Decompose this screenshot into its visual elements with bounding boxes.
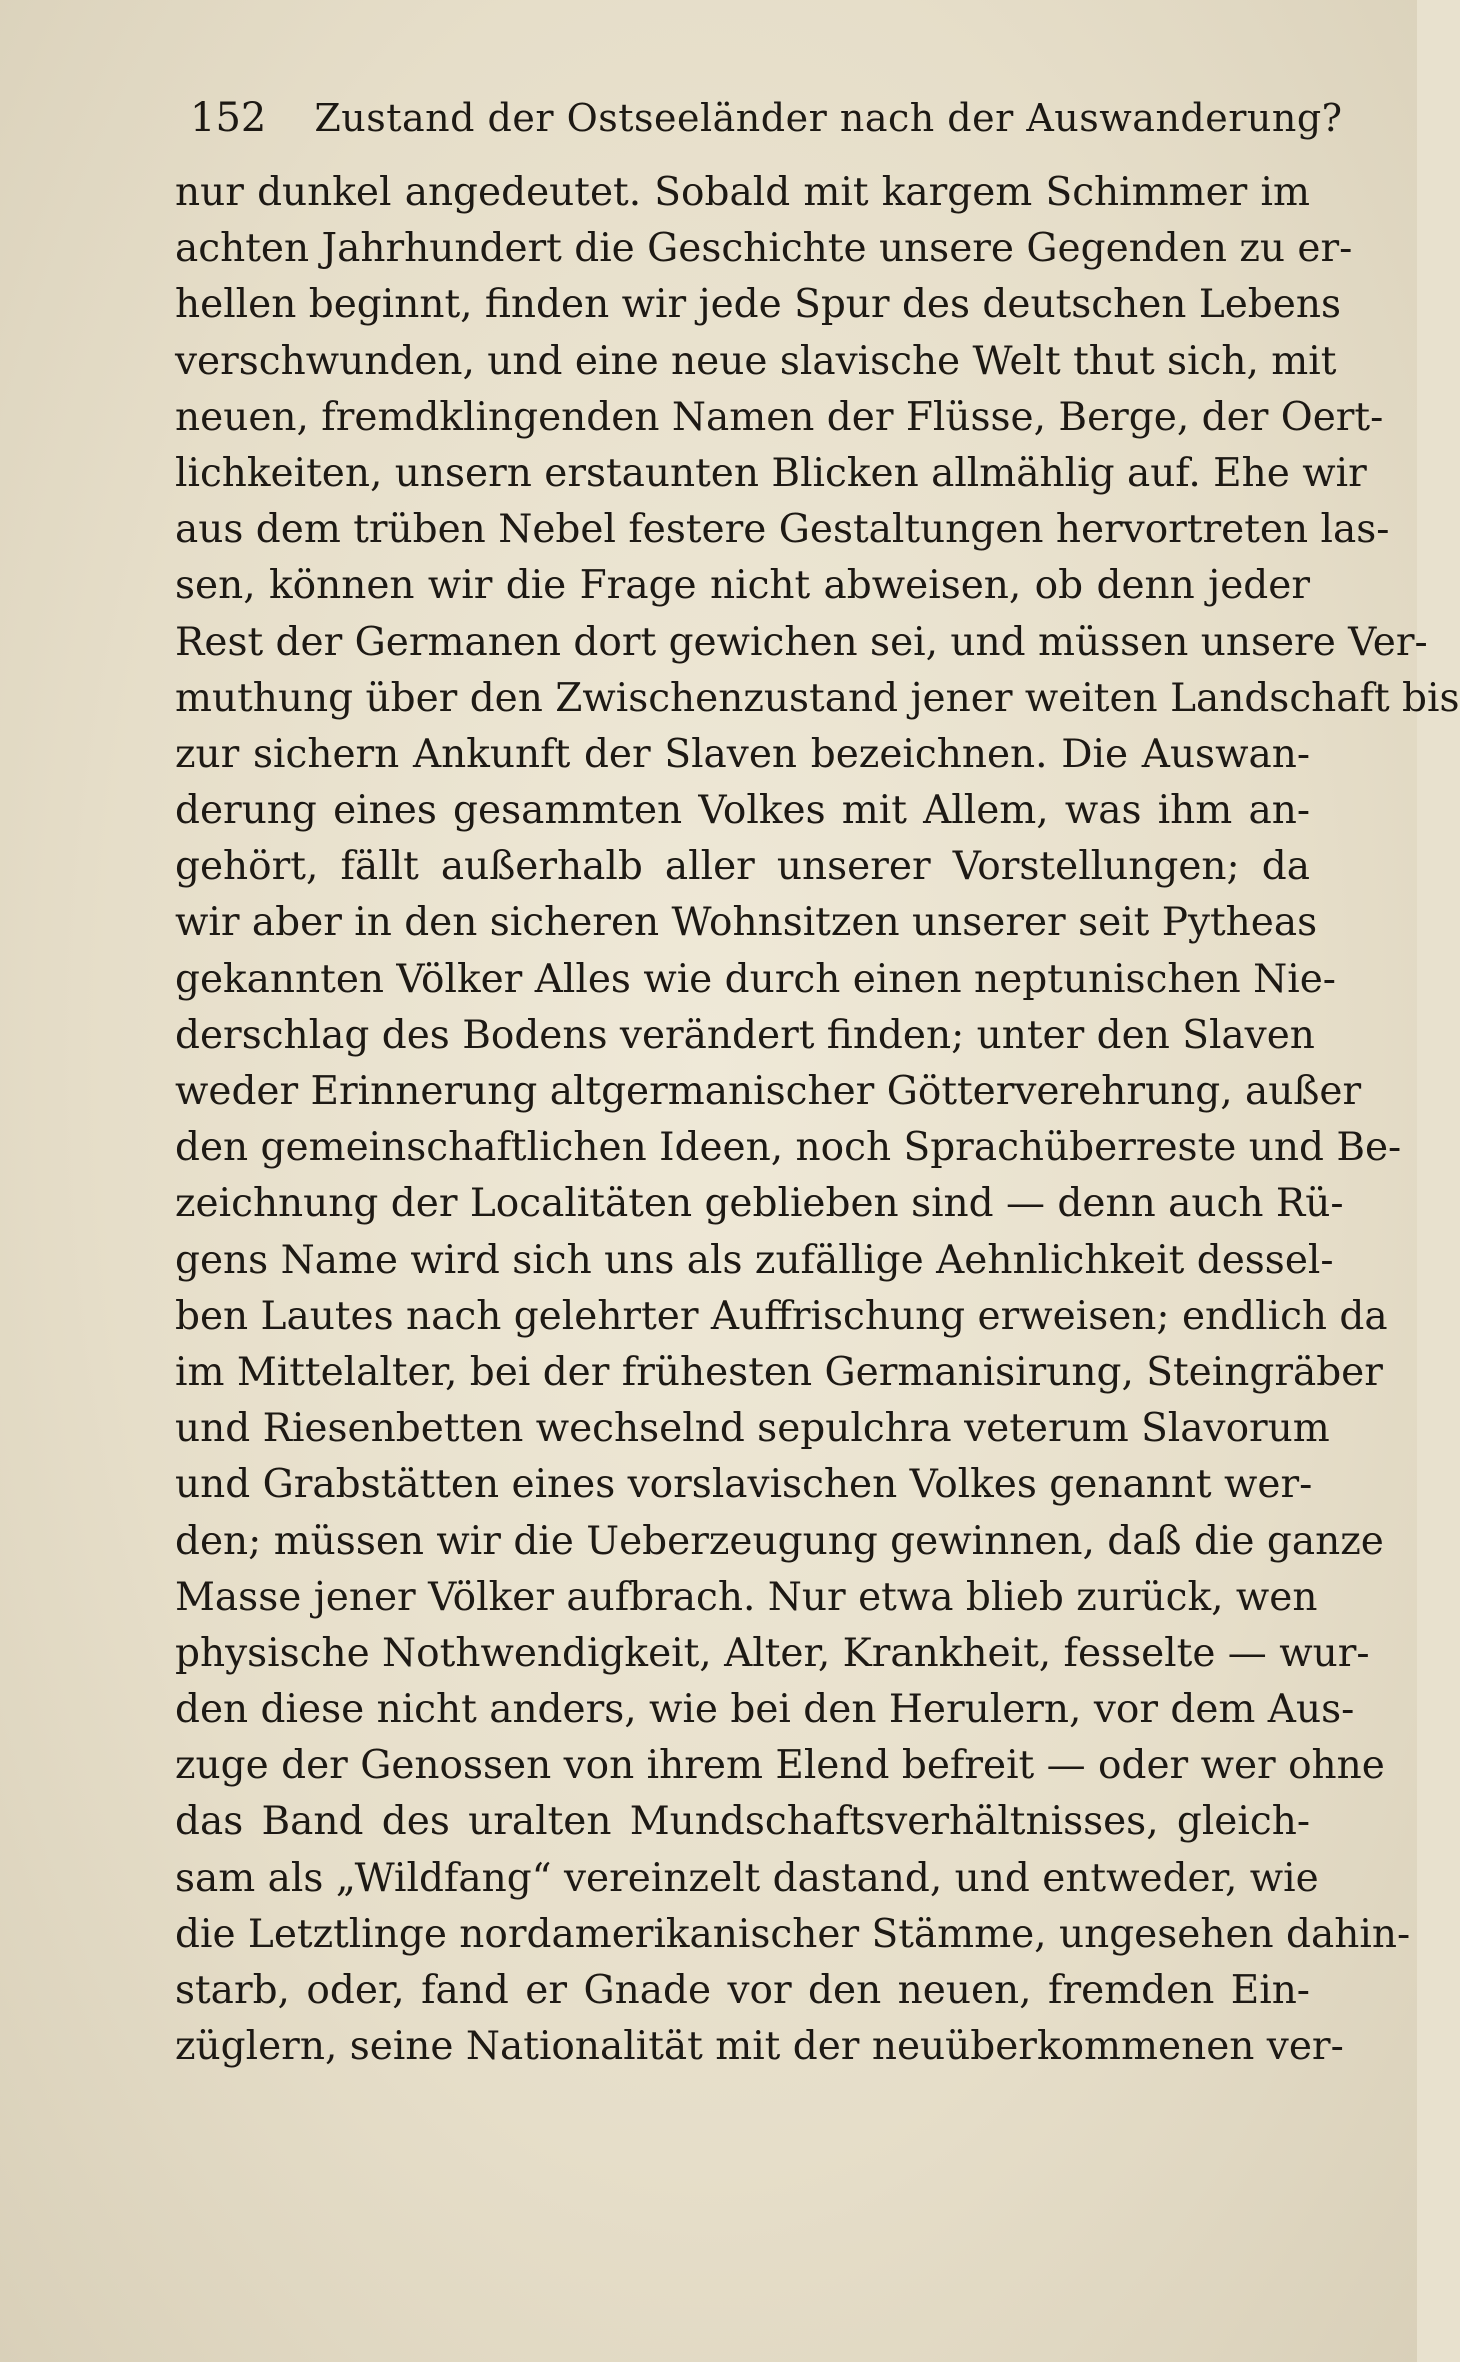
text-line: im Mittelalter, bei der frühesten Germanisirung, Steingräber: [175, 1349, 1383, 1395]
text-line: weder Erinnerung altgermanischer Götterverehrung, außer: [175, 1069, 1362, 1114]
text-line: sam als „Wildfang“ vereinzelt dastand, und entweder, wie: [175, 1855, 1319, 1901]
text-line: Masse jener Völker aufbrach. Nur etwa blieb zurück, wen: [175, 1574, 1318, 1620]
text-line: zur sichern Ankunft der Slaven bezeichnen. Die Auswan-: [175, 731, 1310, 777]
text-line: achten Jahrhundert die Geschichte unsere Gegenden zu er-: [175, 226, 1353, 272]
text-line: verschwunden, und eine neue slavische Welt thut sich, mit: [175, 338, 1337, 384]
text-line: den diese nicht anders, wie bei den Herulern, vor dem Aus-: [175, 1687, 1355, 1733]
text-line: das Band des uralten Mundschaftsverhältnisses, gleich-: [175, 1799, 1310, 1845]
text-line: starb, oder, fand er Gnade vor den neuen, fremden Ein-: [175, 1968, 1310, 2013]
text-line: den; müssen wir die Ueberzeugung gewinnen, daß die ganze: [175, 1518, 1384, 1564]
text-line: hellen beginnt, finden wir jede Spur des deutschen Lebens: [175, 282, 1341, 328]
text-line: derung eines gesammten Volkes mit Allem, was ihm an-: [175, 788, 1310, 834]
body-text: [175, 165, 1460, 2075]
text-line: gekannten Völker Alles wie durch einen neptunischen Nie-: [175, 956, 1336, 1002]
text-line: zuge der Genossen von ihrem Elend befreit — oder wer ohne: [175, 1743, 1385, 1789]
text-line: ben Lautes nach gelehrter Auffrischung erweisen; endlich da: [175, 1293, 1388, 1339]
text-line: physische Nothwendigkeit, Alter, Krankheit, fesselte — wur-: [175, 1630, 1370, 1676]
text-line: die Letztlinge nordamerikanischer Stämme, ungesehen dahin-: [175, 1911, 1411, 1957]
text-line: gehört, fällt außerhalb aller unserer Vorstellungen; da: [175, 844, 1310, 890]
page-number: 152: [190, 95, 267, 141]
page-header: [190, 95, 1343, 155]
text-line: sen, können wir die Frage nicht abweisen, ob denn jeder: [175, 563, 1310, 609]
text-line: den gemeinschaftlichen Ideen, noch Sprachüberreste und Be-: [175, 1125, 1402, 1171]
text-line: und Riesenbetten wechselnd sepulchra veterum Slavorum: [175, 1406, 1330, 1452]
text-line: gens Name wird sich uns als zufällige Aehnlichkeit dessel-: [175, 1237, 1334, 1283]
text-line: nur dunkel angedeutet. Sobald mit kargem Schimmer im: [175, 170, 1310, 215]
text-line: neuen, fremdklingenden Namen der Flüsse, Berge, der Oert-: [175, 394, 1384, 440]
running-head: Zustand der Ostseeländer nach der Auswanderung?: [314, 96, 1343, 140]
text-line: wir aber in den sicheren Wohnsitzen unserer seit Pytheas: [175, 900, 1318, 946]
text-line: Rest der Germanen dort gewichen sei, und müssen unsere Ver-: [175, 619, 1428, 665]
text-line: lichkeiten, unsern erstaunten Blicken allmählig auf. Ehe wir: [175, 450, 1367, 496]
text-line: muthung über den Zwischenzustand jener weiten Landschaft bis: [175, 675, 1460, 721]
text-line: derschlag des Bodens verändert finden; unter den Slaven: [175, 1012, 1315, 1058]
text-line: aus dem trüben Nebel festere Gestaltungen hervortreten las-: [175, 507, 1390, 553]
text-line: züglern, seine Nationalität mit der neuüberkommenen ver-: [175, 2024, 1344, 2070]
text-line: zeichnung der Localitäten geblieben sind — denn auch Rü-: [175, 1181, 1344, 1227]
text-line: und Grabstätten eines vorslavischen Volkes genannt wer-: [175, 1462, 1313, 1508]
